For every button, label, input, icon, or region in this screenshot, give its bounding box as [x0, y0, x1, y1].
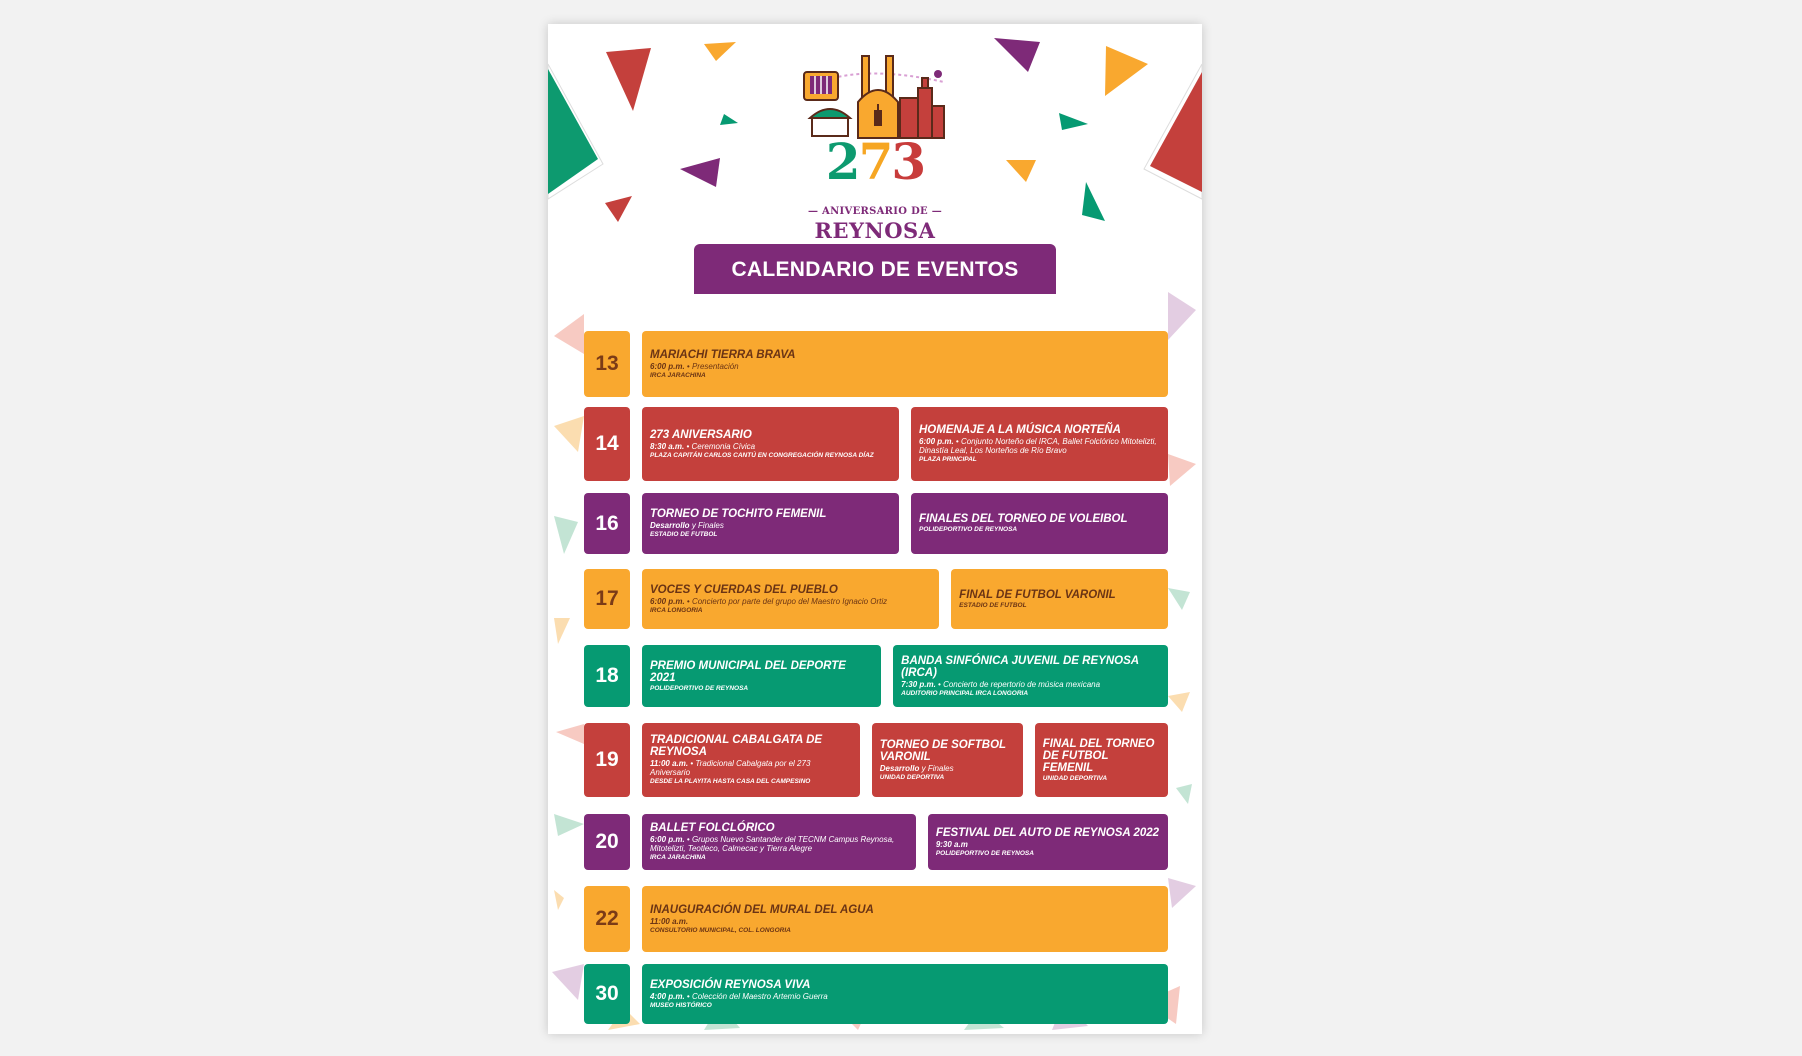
event-title: EXPOSICIÓN REYNOSA VIVA — [650, 978, 811, 991]
event-poster — [548, 24, 1202, 1034]
event-card — [872, 723, 1023, 797]
event-time: 6:00 p.m. — [650, 361, 685, 371]
event-card — [642, 407, 899, 481]
event-venue: POLIDEPORTIVO DE REYNOSA — [650, 684, 749, 692]
event-time: Desarrollo — [650, 521, 690, 530]
day-events — [642, 814, 1168, 870]
event-description: Conjunto Norteño del IRCA, Ballet Folclórico Mitotelizti, Dinastía Leal, Los Norteños de Río Bravo — [919, 437, 1157, 455]
event-venue: CONSULTORIO MUNICIPAL, COL. LONGORIA — [650, 926, 791, 934]
day-row — [584, 723, 1168, 797]
event-card — [642, 886, 1168, 952]
event-description: y Finales — [691, 521, 724, 530]
event-venue: IRCA LONGORIA — [650, 606, 703, 614]
anniversary-digit: 7 — [858, 132, 892, 191]
event-separator: • — [935, 679, 944, 689]
event-description: Ceremonia Cívica — [691, 441, 756, 451]
event-venue: MUSEO HISTÓRICO — [650, 1001, 712, 1009]
day-events — [642, 407, 1168, 481]
day-events — [642, 964, 1168, 1024]
event-details — [901, 680, 1160, 689]
event-description: y Finales — [921, 763, 954, 773]
event-title: BANDA SINFÓNICA JUVENIL DE REYNOSA (IRCA) — [901, 654, 1139, 679]
event-title: BALLET FOLCLÓRICO — [650, 822, 775, 834]
day-row — [584, 407, 1168, 481]
event-description: Tradicional Cabalgata por el 273 Aniversario — [650, 759, 811, 777]
event-details — [650, 992, 1160, 1001]
day-events — [642, 331, 1168, 397]
event-title: PREMIO MUNICIPAL DEL DEPORTE 2021 — [650, 659, 846, 684]
day-number: 22 — [584, 886, 630, 952]
event-venue: IRCA JARACHINA — [650, 371, 706, 379]
event-card — [642, 723, 860, 797]
event-description: Presentación — [691, 361, 739, 371]
day-row — [584, 493, 1168, 554]
day-events — [642, 886, 1168, 952]
event-details — [936, 840, 1160, 849]
event-venue: ESTADIO DE FUTBOL — [650, 531, 718, 538]
event-title: FESTIVAL DEL AUTO DE REYNOSA 2022 — [935, 826, 1160, 839]
event-title: INAUGURACIÓN DEL MURAL DEL AGUA — [650, 903, 874, 916]
event-card — [642, 331, 1168, 397]
day-events — [642, 493, 1168, 554]
day-number: 17 — [584, 569, 630, 629]
day-row — [584, 814, 1168, 870]
day-number: 13 — [584, 331, 630, 397]
calendar-title: CALENDARIO DE EVENTOS — [694, 244, 1056, 294]
event-separator: • — [684, 361, 692, 371]
logo-city: REYNOSA — [814, 218, 936, 243]
day-number: 16 — [584, 493, 630, 554]
event-venue: ESTADIO DE FUTBOL — [959, 601, 1027, 609]
event-details — [650, 835, 908, 853]
event-card — [642, 645, 881, 707]
event-description: Grupos Nuevo Santander del TECNM Campus Reynosa, Mitotelizti, Teotleco, Calmecac y Tierra Alegre — [650, 835, 895, 853]
event-title: HOMENAJE A LA MÚSICA NORTEÑA — [919, 424, 1121, 436]
event-details — [650, 917, 1160, 926]
event-venue: UNIDAD DEPORTIVA — [879, 773, 945, 781]
event-time: 6:00 p.m. — [650, 835, 685, 844]
event-card — [928, 814, 1168, 870]
event-card — [911, 407, 1168, 481]
event-title: FINAL DEL TORNEO DE FUTBOL FEMENIL — [1042, 737, 1155, 774]
event-card — [642, 964, 1168, 1024]
event-title: 273 ANIVERSARIO — [650, 428, 752, 441]
event-title: TORNEO DE TOCHITO FEMENIL — [650, 508, 827, 520]
day-row — [584, 645, 1168, 707]
event-card — [911, 493, 1168, 554]
event-time: Desarrollo — [879, 763, 920, 773]
event-details — [650, 759, 852, 777]
event-separator: • — [953, 437, 961, 446]
day-events — [642, 645, 1168, 707]
logo-subtitle: — ANIVERSARIO DE — — [807, 206, 943, 217]
day-row — [584, 331, 1168, 397]
event-venue: PLAZA CAPITÁN CARLOS CANTÚ EN CONGREGACIÓN REYNOSA DÍAZ — [650, 451, 874, 459]
event-details — [650, 597, 931, 606]
anniversary-digit: 2 — [825, 132, 859, 191]
event-venue: POLIDEPORTIVO DE REYNOSA — [935, 849, 1034, 857]
event-time: 7:30 p.m. — [901, 679, 936, 689]
event-title: FINAL DE FUTBOL VARONIL — [959, 588, 1116, 601]
anniversary-number — [798, 132, 952, 191]
event-separator: • — [684, 441, 692, 451]
event-title: TRADICIONAL CABALGATA DE REYNOSA — [650, 734, 823, 758]
event-card — [642, 493, 899, 554]
event-card — [951, 569, 1168, 629]
day-events — [642, 723, 1168, 797]
event-details — [650, 442, 891, 451]
event-card — [1035, 723, 1168, 797]
event-time: 4:00 p.m. — [650, 991, 685, 1001]
event-time: 6:00 p.m. — [919, 437, 954, 446]
event-separator: • — [684, 991, 692, 1001]
anniversary-digit: 3 — [891, 132, 925, 191]
day-number: 19 — [584, 723, 630, 797]
day-row — [584, 569, 1168, 629]
event-time: 8:30 a.m. — [650, 441, 685, 451]
event-description: Concierto por parte del grupo del Maestro Ignacio Ortiz — [691, 596, 888, 606]
event-title: TORNEO DE SOFTBOL VARONIL — [879, 738, 1006, 763]
day-number: 18 — [584, 645, 630, 707]
event-separator: • — [688, 759, 696, 768]
event-venue: AUDITORIO PRINCIPAL IRCA LONGORIA — [901, 689, 1029, 697]
event-time: 6:00 p.m. — [650, 596, 685, 606]
event-details — [650, 362, 1160, 371]
day-row — [584, 964, 1168, 1024]
event-time: 9:30 a.m — [935, 839, 968, 849]
event-details — [919, 437, 1160, 455]
event-venue: IRCA JARACHINA — [650, 854, 706, 861]
event-venue: POLIDEPORTIVO DE REYNOSA — [919, 526, 1018, 533]
event-card — [642, 569, 939, 629]
day-row — [584, 886, 1168, 952]
day-number: 20 — [584, 814, 630, 870]
event-card — [642, 814, 916, 870]
day-number: 30 — [584, 964, 630, 1024]
event-venue: DESDE LA PLAYITA HASTA CASA DEL CAMPESINO — [650, 778, 811, 785]
day-events — [642, 569, 1168, 629]
event-title: FINALES DEL TORNEO DE VOLEIBOL — [919, 513, 1128, 525]
day-number: 14 — [584, 407, 630, 481]
event-time: 11:00 a.m. — [650, 759, 689, 768]
event-details — [880, 764, 1015, 773]
event-separator: • — [684, 835, 692, 844]
event-card — [893, 645, 1168, 707]
anniversary-logo — [798, 48, 952, 242]
event-title: VOCES Y CUERDAS DEL PUEBLO — [650, 583, 838, 596]
event-description: Colección del Maestro Artemio Guerra — [691, 991, 828, 1001]
event-time: 11:00 a.m. — [650, 916, 689, 926]
event-details — [650, 521, 891, 530]
event-separator: • — [684, 596, 692, 606]
event-venue: UNIDAD DEPORTIVA — [1042, 774, 1108, 782]
event-title: MARIACHI TIERRA BRAVA — [650, 348, 796, 361]
event-description: Concierto de repertorio de música mexicana — [943, 679, 1101, 689]
event-venue: PLAZA PRINCIPAL — [919, 456, 977, 463]
